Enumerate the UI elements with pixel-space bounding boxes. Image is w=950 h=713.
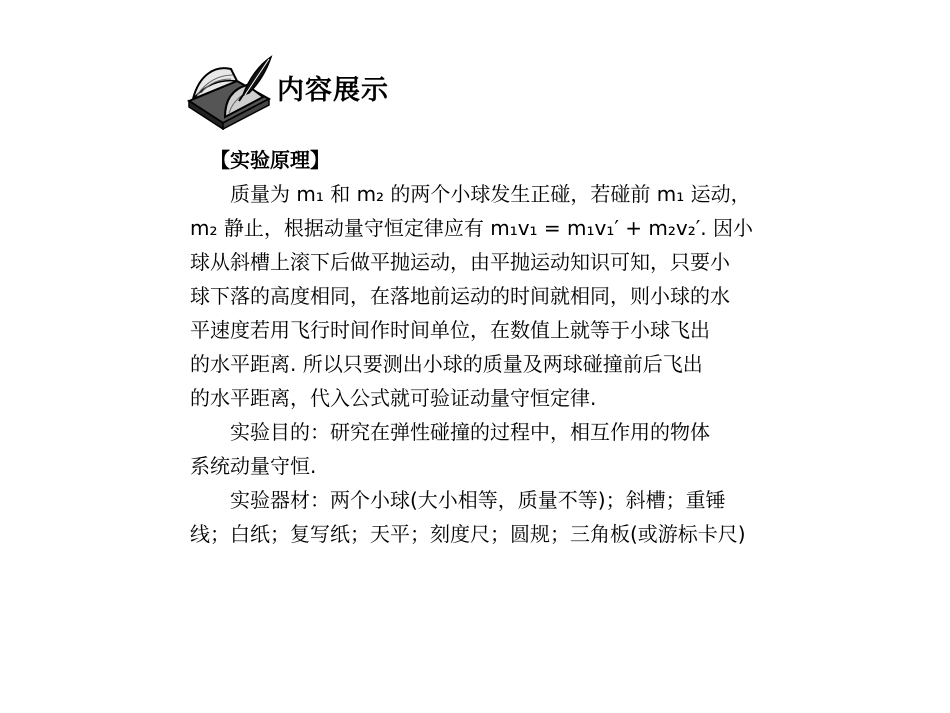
principle-line: 球下落的高度相同，在落地前运动的时间就相同，则小球的水 [190,284,730,308]
principle-line: 球从斜槽上滚下后做平抛运动，由平抛运动知识可知，只要小 [190,250,730,274]
section-heading: 【实验原理】 [210,148,330,172]
principle-line: 质量为 m₁ 和 m₂ 的两个小球发生正碰，若碰前 m₁ 运动， [230,182,751,206]
principle-line: 平速度若用飞行时间作时间单位，在数值上就等于小球飞出 [190,318,710,342]
page-title: 内容展示 [277,75,389,106]
principle-paragraph [190,177,754,415]
equipment-line: 实验器材：两个小球(大小相等，质量不等)；斜槽；重锤 [230,488,726,512]
equipment-line: 线；白纸；复写纸；天平；刻度尺；圆规；三角板(或游标卡尺) [190,522,746,546]
content-body [190,143,754,551]
equipment-paragraph [190,483,750,551]
principle-line: m₂ 静止，根据动量守恒定律应有 m₁v₁ = m₁v₁′ + m₂v₂′. 因小 [190,216,754,240]
book-quill-icon [185,55,273,130]
purpose-line: 实验目的：研究在弹性碰撞的过程中，相互作用的物体 [230,420,710,444]
purpose-line: 系统动量守恒. [190,454,317,478]
principle-line: 的水平距离. 所以只要测出小球的质量及两球碰撞前后飞出 [190,352,703,376]
purpose-paragraph [190,415,750,483]
principle-line: 的水平距离，代入公式就可验证动量守恒定律. [190,386,597,410]
slide-header [185,55,485,130]
